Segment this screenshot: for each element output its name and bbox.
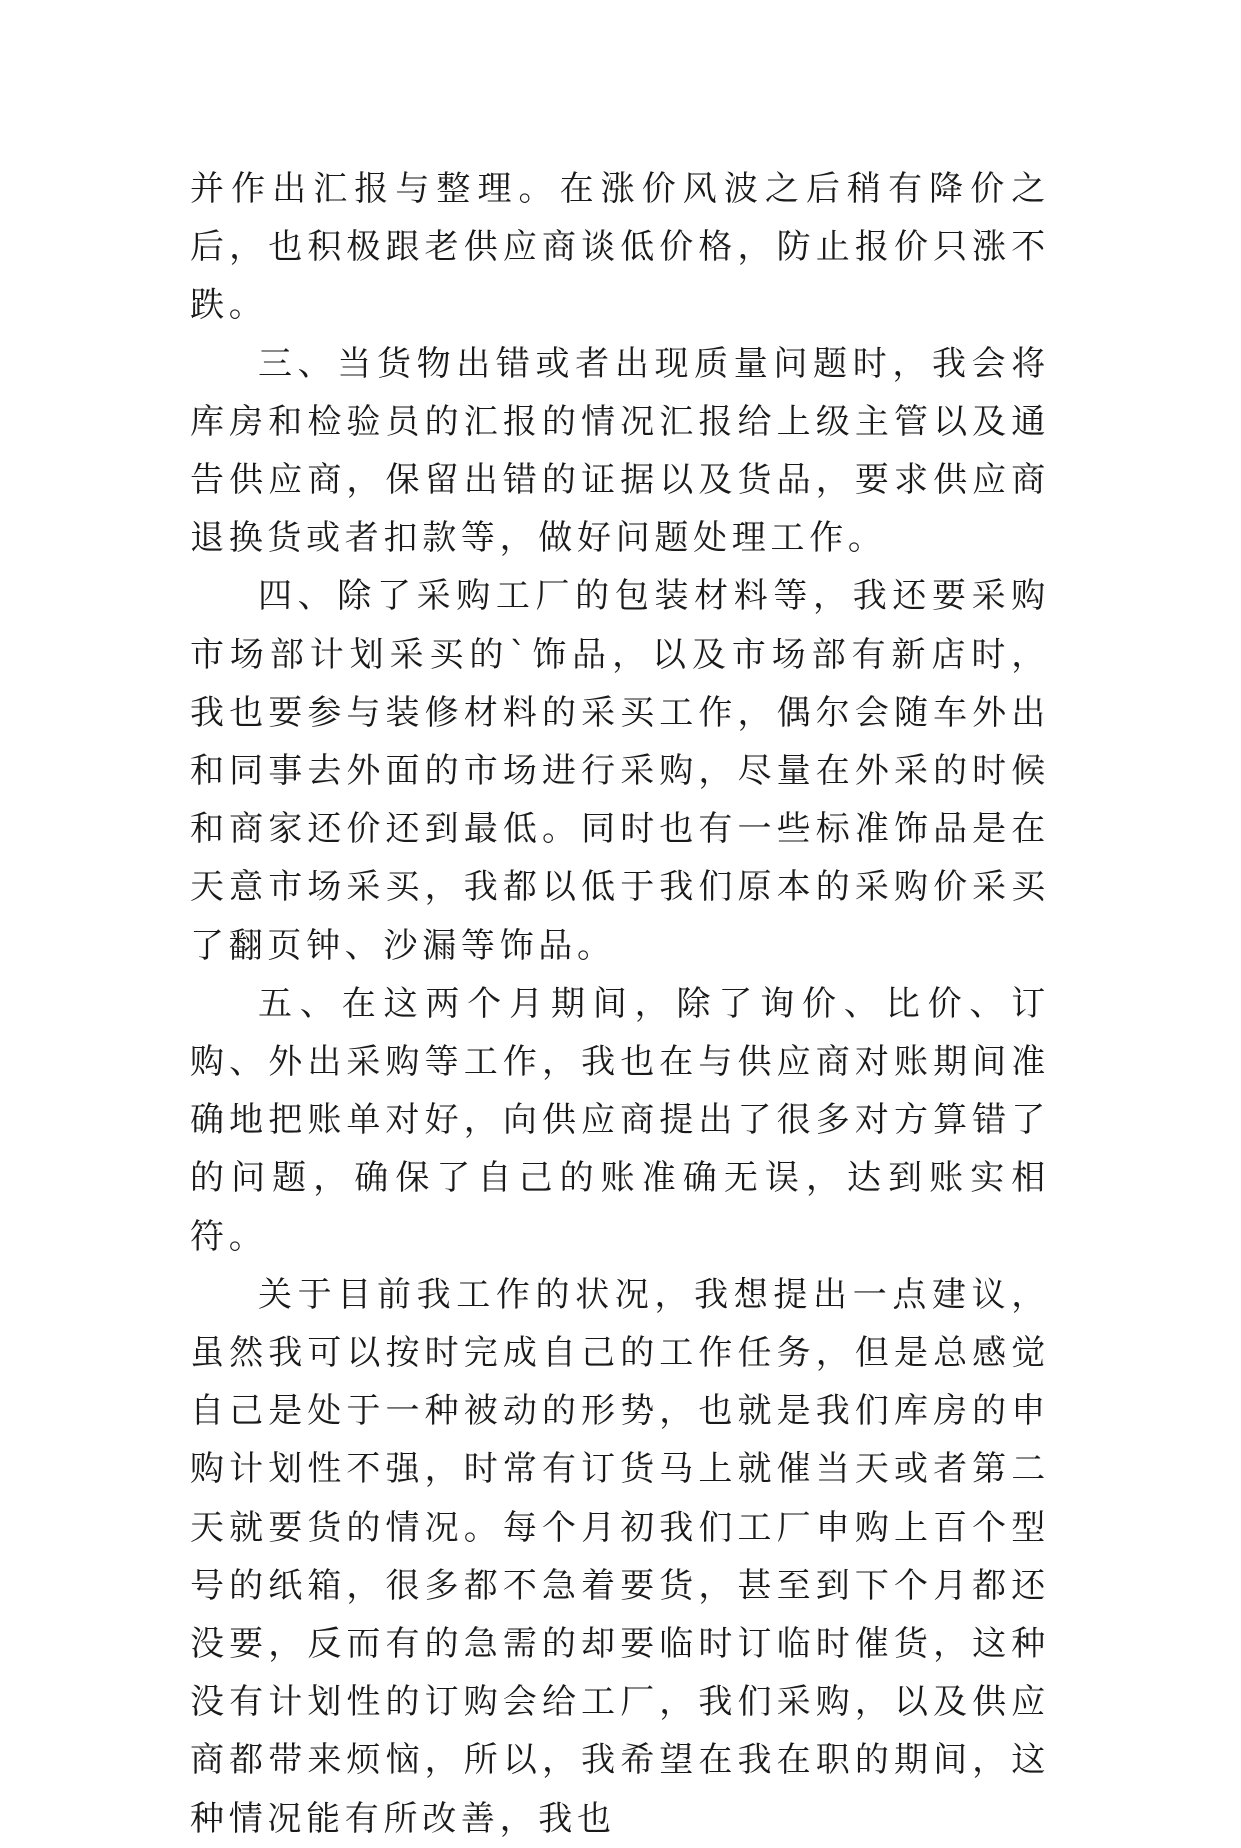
body-text xyxy=(190,160,1050,1848)
paragraph-continued-from-previous-page: 并作出汇报与整理。在涨价风波之后稍有降价之后，也积极跟老供应商谈低价格，防止报价只涨不跌。 xyxy=(190,169,1050,326)
paragraph-item-three-quality-issues: 三、当货物出错或者出现质量问题时，我会将库房和检验员的汇报的情况汇报给上级主管以及通告供应商，保留出错的证据以及货品，要求供应商退换货或者扣款等，做好问题处理工作。 xyxy=(190,343,1050,559)
paragraph-suggestion: 关于目前我工作的状况，我想提出一点建议，虽然我可以按时完成自己的工作任务，但是总感觉自己是处于一种被动的形势，也就是我们库房的申购计划性不强，时常有订货马上就催当天或者第二天就要货的情况。每个月初我们工厂申购上百个型号的纸箱，很多都不急着要货，甚至到下个月都还没要，反而有的急需的却要临时订临时催货，这种没有计划性的订购会给工厂，我们采购，以及供应商都带来烦恼，所以，我希望在我在职的期间，这种情况能有所改善，我也 xyxy=(190,1274,1050,1839)
paragraph-item-five-reconciliation: 五、在这两个月期间，除了询价、比价、订购、外出采购等工作，我也在与供应商对账期间准确地把账单对好，向供应商提出了很多对方算错了的问题，确保了自己的账准确无误，达到账实相符。 xyxy=(190,983,1050,1257)
paragraph-item-four-other-purchasing: 四、除了采购工厂的包装材料等，我还要采购市场部计划采买的`饰品，以及市场部有新店时，我也要参与装修材料的采买工作，偶尔会随车外出和同事去外面的市场进行采购，尽量在外采的时候和商家还价还到最低。同时也有一些标准饰品是在天意市场采买，我都以低于我们原本的采购价采买了翻页钟、沙漏等饰品。 xyxy=(190,576,1050,966)
